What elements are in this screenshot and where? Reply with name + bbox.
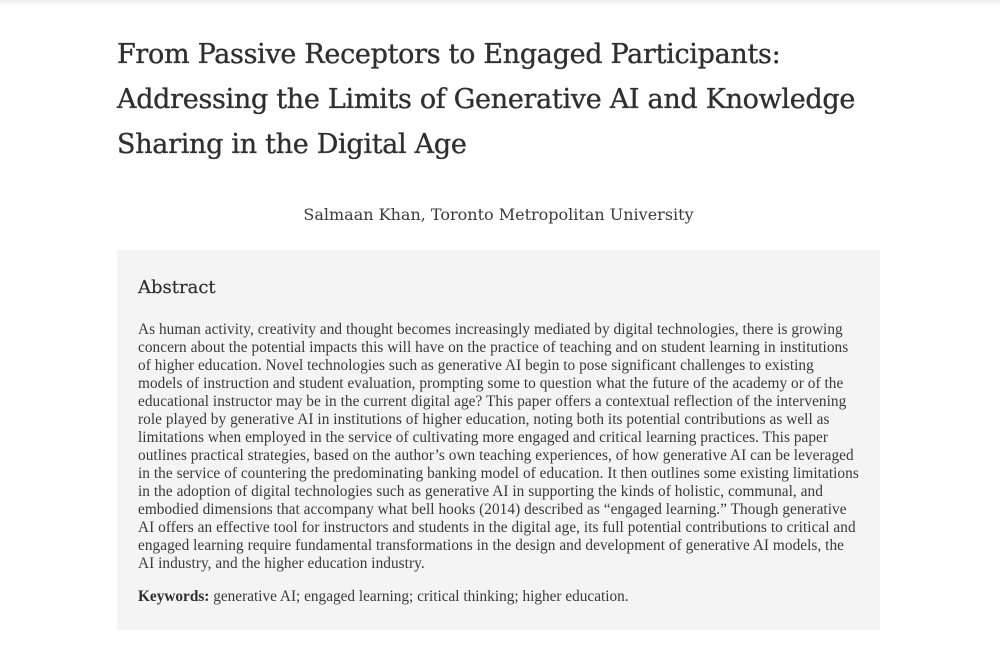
article-authors: Salmaan Khan, Toronto Metropolitan University [303,205,694,224]
abstract-text: As human activity, creativity and thought becomes increasingly mediated by digital technologies, there is growing concern about the potential impacts this will have on the practice of teaching and on student learning in institutions of higher education. Novel technologies such as generative AI begin to pose significant challenges to existing models of instruction and student evaluation, prompting some to question what the future of the academy or of the educational instructor may be in the current digital age? This paper offers a contextual reflection of the intervening role played by generative AI in institutions of higher education, noting both its potential contributions as well as limitations when employed in the service of cultivating more engaged and critical learning practices. This paper outlines practical strategies, based on the author’s own teaching experiences, of how generative AI can be leveraged in the service of countering the predominating banking model of education. It then outlines some existing limitations in the adoption of digital technologies such as generative AI in supporting the kinds of holistic, communal, and embodied dimensions that accompany what bell hooks (2014) described as “engaged learning.” Though generative AI offers an effective tool for instructors and students in the digital age, its full potential contributions to critical and engaged learning require fundamental transformations in the design and development of generative AI models, the AI industry, and the higher education industry. [138,321,859,572]
keywords-list: generative AI; engaged learning; critical thinking; higher education. [213,588,629,605]
top-shadow-divider [0,0,1000,6]
abstract-heading: Abstract [138,277,216,298]
abstract-section [117,250,880,630]
keywords-line [138,588,860,606]
article-title: From Passive Receptors to Engaged Participants: Addressing the Limits of Generative AI and Knowledge Sharing in the Digital Age [117,39,856,160]
article-header [117,32,880,630]
keywords-label: Keywords: [138,588,210,605]
